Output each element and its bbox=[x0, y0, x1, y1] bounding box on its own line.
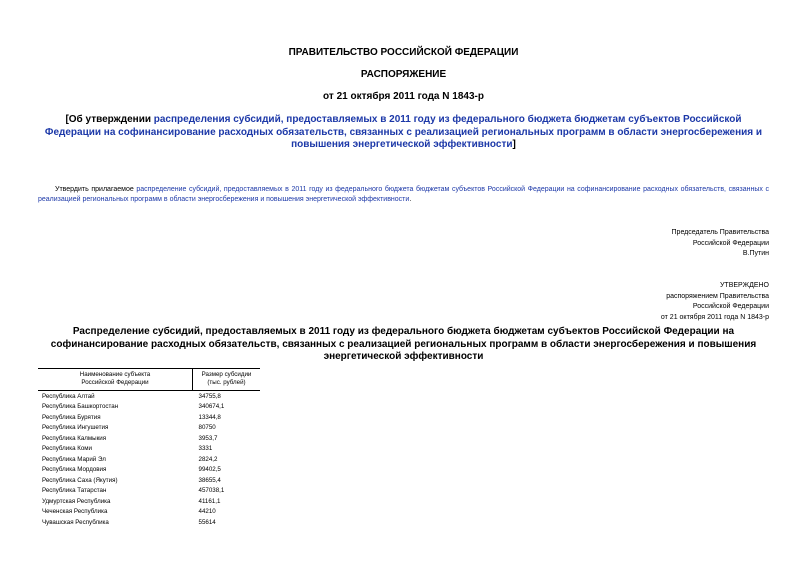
approval-authority: распоряжением Правительства bbox=[666, 292, 769, 300]
region-name: Республика Саха (Якутия) bbox=[42, 476, 118, 484]
signature-country: Российской Федерации bbox=[692, 239, 769, 247]
subsidy-amount: 457038,1 bbox=[198, 487, 225, 495]
table-row bbox=[38, 391, 260, 402]
column-header-amount bbox=[193, 369, 261, 391]
signature-position: Председатель Правительства bbox=[671, 229, 769, 236]
subsidy-amount: 3331 bbox=[198, 445, 213, 453]
subsidy-amount: 3953,7 bbox=[198, 434, 218, 442]
region-name: Республика Алтай bbox=[42, 392, 95, 400]
region-name: Чувашская Республика bbox=[42, 518, 109, 526]
table-row bbox=[38, 465, 260, 476]
table-row bbox=[38, 517, 260, 528]
order-link[interactable]: распределение субсидий, предоставляемых в 2011 году из федерального бюджета бюджетам субъектов Российской Федерации на софинансирование расходных обязательств, связанных с реализацией региональных программ в области энергосбережения и повышения энергетической эффективности bbox=[38, 186, 770, 203]
title-prefix: [Об утверждении bbox=[65, 114, 154, 125]
subsidy-amount: 41161,1 bbox=[198, 497, 221, 505]
signature-name: В.Путин bbox=[742, 250, 769, 257]
table-row bbox=[38, 402, 260, 413]
region-name: Чеченская Республика bbox=[42, 508, 108, 516]
subsidy-amount: 55614 bbox=[198, 518, 216, 526]
subsidy-amount: 44210 bbox=[198, 508, 216, 516]
approval-label: УТВЕРЖДЕНО bbox=[719, 282, 769, 289]
region-name: Республика Бурятия bbox=[42, 413, 101, 421]
subsidy-table bbox=[38, 368, 260, 528]
subsidy-amount: 38655,4 bbox=[198, 476, 221, 484]
region-name: Республика Ингушетия bbox=[42, 424, 109, 432]
table-row bbox=[38, 423, 260, 434]
table-row bbox=[38, 433, 260, 444]
column-header-region-line1: Наименование субъекта bbox=[79, 371, 151, 378]
region-name: Республика Марий Эл bbox=[42, 455, 106, 463]
document-date-number: от 21 октября 2011 года N 1843-р bbox=[323, 91, 484, 102]
column-header-region bbox=[38, 369, 193, 391]
subsidy-amount: 340674,1 bbox=[198, 403, 225, 411]
subsidy-amount: 80750 bbox=[198, 424, 216, 432]
table-row bbox=[38, 412, 260, 423]
region-name: Республика Мордовия bbox=[42, 466, 107, 474]
approval-country: Российской Федерации bbox=[692, 303, 769, 310]
document-title bbox=[40, 114, 767, 152]
region-name: Республика Коми bbox=[42, 445, 92, 453]
region-name: Республика Татарстан bbox=[42, 487, 107, 495]
order-text bbox=[38, 185, 769, 205]
table-row bbox=[38, 475, 260, 486]
table-row bbox=[38, 454, 260, 465]
document-type-heading: РАСПОРЯЖЕНИЕ bbox=[360, 69, 447, 80]
title-link[interactable]: распределения субсидий, предоставляемых в 2011 году из федерального бюджета бюджетам субъектов Российской Федерации на софинансирование расходных обязательств, связанных с реализацией региональных программ в области энергосбережения и повышения энергетической эффективности bbox=[44, 114, 763, 150]
signature-block bbox=[672, 228, 769, 260]
distribution-title: Распределение субсидий, предоставляемых в 2011 году из федерального бюджета бюджетам субъектов Российской Федерации на софинансирование расходных обязательств, связанных с реализацией региональных программ в области энергосбережения и повышения энергетической эффективности bbox=[50, 326, 757, 362]
region-name: Удмуртская Республика bbox=[42, 497, 111, 505]
order-suffix: . bbox=[409, 196, 412, 203]
table-header-row bbox=[38, 369, 260, 391]
column-header-amount-line1: Размер субсидии bbox=[201, 371, 252, 378]
subsidy-amount: 13344,8 bbox=[198, 413, 221, 421]
table-row bbox=[38, 444, 260, 455]
table-row bbox=[38, 507, 260, 518]
subsidy-amount: 2824,2 bbox=[198, 455, 218, 463]
column-header-amount-line2: (тыс. рублей) bbox=[207, 379, 246, 386]
government-heading: ПРАВИТЕЛЬСТВО РОССИЙСКОЙ ФЕДЕРАЦИИ bbox=[288, 47, 519, 58]
region-name: Республика Калмыкия bbox=[42, 434, 107, 442]
subsidy-amount: 99402,5 bbox=[198, 466, 221, 474]
column-header-region-line2: Российской Федерации bbox=[81, 379, 149, 386]
table-row bbox=[38, 486, 260, 497]
approval-date: от 21 октября 2011 года N 1843-р bbox=[660, 313, 769, 321]
table-row bbox=[38, 496, 260, 507]
title-suffix: ] bbox=[512, 139, 516, 150]
approval-block bbox=[661, 281, 769, 323]
order-prefix: Утвердить прилагаемое bbox=[55, 186, 137, 193]
region-name: Республика Башкортостан bbox=[42, 403, 119, 411]
subsidy-amount: 34755,8 bbox=[198, 392, 221, 400]
